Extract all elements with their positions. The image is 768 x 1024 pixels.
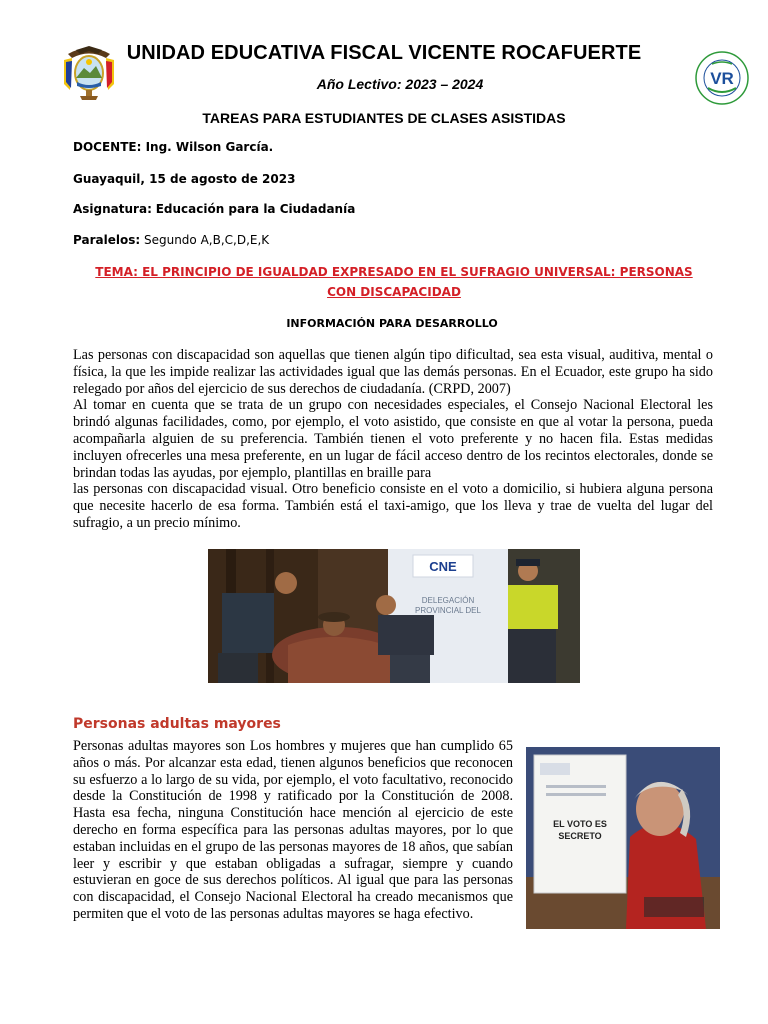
asignatura-label: Asignatura: [73,202,152,216]
docente-line [73,140,273,154]
info-heading: INFORMACIÓN PARA DESARROLLO [286,317,498,330]
paralelos-line [73,233,269,247]
school-name: UNIDAD EDUCATIVA FISCAL VICENTE ROCAFUERTE [126,42,642,64]
older-adults-paragraph: Personas adultas mayores son Los hombres y mujeres que han cumplido 65 años o más. Por alcanzar esta edad, tienen algunos beneficios que reconocen su esfuerzo a lo largo de su vida, por ejemplo, el voto facultativo, reconocido desde la Constitución de 1998 y ratificado por la Constitución de 2008. Hasta esa fecha, ninguna Constitución hace mención al ejercicio de este derecho en forma específica para las personas adultas mayores, por lo que estaban incluidas en el grupo de las personas mayores de 18 años, que sabían leer y escribir y que estaban obligadas a sufragar, siempre y cuando estuvieran en goce de sus derechos políticos. Al igual que para las personas con discapacidad, el Consejo Nacional Electoral ha creado mecanismos que permiten que el voto de las personas adultas mayores se haga efectivo. [73,738,513,922]
booth-text-1: EL VOTO ES [553,819,607,829]
intro-text [73,347,713,532]
paragraph-3: las personas con discapacidad visual. Otro beneficio consiste en el voto a domicilio, si hubiera alguna persona que necesite hacerlo de esa forma. También está el taxi-amigo, que los lleva y trae de vuelta del lugar del sufragio, a un precio mínimo. [73,481,713,531]
cne-sign: CNE [429,559,457,574]
asignatura-value: Educación para la Ciudadanía [155,202,356,216]
older-adults-text [73,738,513,923]
paralelos-value: Segundo A,B,C,D,E,K [143,233,270,247]
assisted-voting-photo [208,549,580,683]
elderly-voter-photo [526,747,720,929]
topic-title: TEMA: EL PRINCIPIO DE IGUALDAD EXPRESADO EN EL SUFRAGIO UNIVERSAL: PERSONAS CON DISCAPACIDAD [95,265,693,299]
tasks-title: TAREAS PARA ESTUDIANTES DE CLASES ASISTIDAS [202,110,566,126]
banner-line-1: DELEGACIÓN [421,596,475,605]
place-date: Guayaquil, 15 de agosto de 2023 [73,172,296,186]
section-heading-older-adults: Personas adultas mayores [73,716,281,732]
paralelos-label: Paralelos: [73,233,141,247]
emblem-letters: VR [710,69,734,88]
paragraph-1: Las personas con discapacidad son aquellas que tienen algún tipo dificultad, sea esta visual, auditiva, mental o física, la que les impide realizar las actividades igual que las demás personas. En el Ecuador, este grupo ha sido relegado por años del ejercicio de sus derechos de ciudadanía. (CRPD, 2007) [73,347,713,397]
asignatura-line [73,202,355,216]
paragraph-2: Al tomar en cuenta que se trata de un grupo con necesidades especiales, el Consejo Nacional Electoral les brindó algunas facilidades, como, por ejemplo, el voto asistido, que consiste en que al votar la persona, pueda acompañarla alguien de su preferencia. También tienen el voto preferente y no hacen fila. Estas medidas incluyen ofrecerles una mesa preferente, en un lugar de fácil acceso dentro de los recintos electorales, donde se brindan todas las ayudas, por ejemplo, plantillas en braille para [73,397,713,481]
booth-text-2: SECRETO [558,831,602,841]
school-year: Año Lectivo: 2023 – 2024 [316,76,484,92]
docente-value: Ing. Wilson García. [145,140,274,154]
banner-line-2: PROVINCIAL DEL [415,606,481,615]
docente-label: DOCENTE: [73,140,142,154]
